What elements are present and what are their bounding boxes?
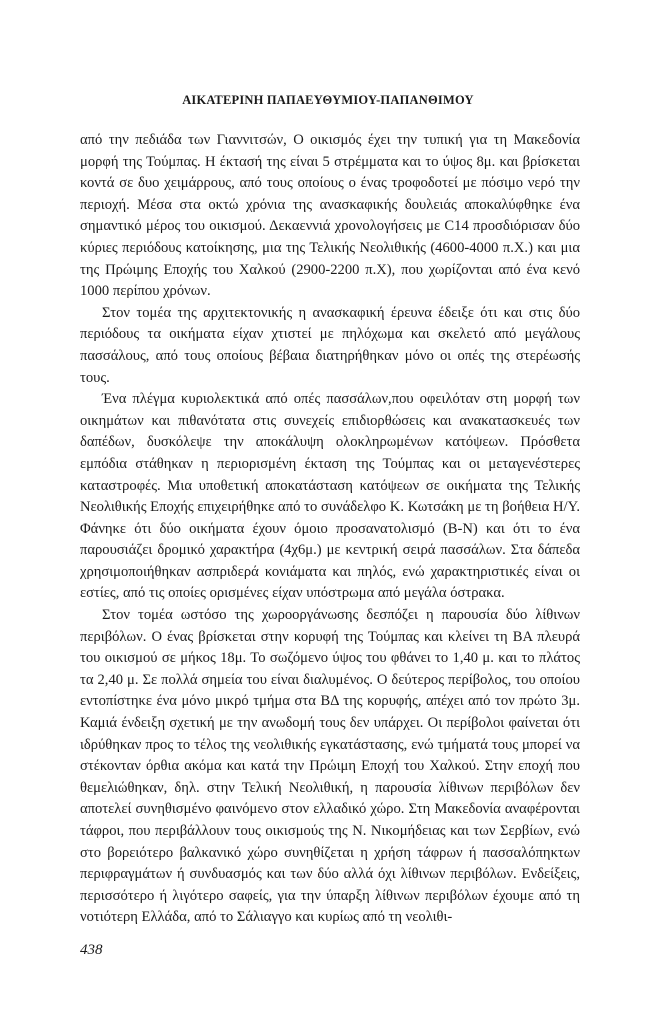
- running-title: ΑΙΚΑΤΕΡΙΝΗ ΠΑΠΑΕΥΘΥΜΙΟΥ-ΠΑΠΑΝΘΙΜΟΥ: [182, 93, 474, 107]
- paragraph-1: από την πεδιάδα των Γιαννιτσών, Ο οικισμός έχει την τυπική για τη Μακεδονία μορφή της Τούμπας. Η έκτασή της είναι 5 στρέμματα και το ύψος 8μ. και βρίσκεται κοντά σε δυο χειμάρρους, από τους οποίους ο ένας τροφοδοτεί με πόσιμο νερό την περιοχή. Μέσα στα οκτώ χρόνια της ανασκαφικής δουλειάς αποκαλύφθηκε ένα σημαντικό μέρος του οικισμού. Δεκαεννιά χρονολογήσεις με C14 προσδιόρισαν δύο κύριες περιόδους κατοίκησης, μια της Τελικής Νεολιθικής (4600-4000 π.Χ.) και μια της Πρώιμης Εποχής του Χαλκού (2900-2200 π.Χ), που χωρίζονται από ένα κενό 1000 περίπου χρόνων.: [80, 132, 580, 300]
- body-text: [80, 130, 580, 929]
- paragraph-4: Στον τομέα ωστόσο της χωροοργάνωσης δεσπόζει η παρουσία δύο λίθινων περιβόλων. Ο ένας βρίσκεται στην κορυφή της Τούμπας και κλείνει τη ΒΑ πλευρά του οικισμού σε μήκος 18μ. Το σωζόμενο ύψος του φθάνει το 1,40 μ. και το πλάτος τα 2,40 μ. Σε πολλά σημεία του είναι διαλυμένος. Ο δεύτερος περίβολος, του οποίου εντοπίστηκε ένα μόνο μικρό τμήμα στα ΒΔ της κορυφής, απέχει από τον πρώτο 3μ. Καμιά ένδειξη σχετική με την ανωδομή τους δεν υπάρχει. Οι περίβολοι φαίνεται ότι ιδρύθηκαν προς το τέλος της νεολιθικής εγκατάστασης, ενώ τμήματά τους μπορεί να στέκονταν όρθια ακόμα και κατά την Πρώιμη Εποχή του Χαλκού. Στην εποχή που θεμελιώθηκαν, δηλ. στην Τελική Νεολιθική, η παρουσία λίθινων περιβόλων δεν αποτελεί συνηθισμένο φαινόμενο στον ελλαδικό χώρο. Στη Μακεδονία αναφέρονται τάφροι, που περιβάλλουν τους οικισμούς της Ν. Νικομήδειας και των Σερβίων, ενώ στο βορειότερο βαλκανικό χώρο συνηθίζεται η χρήση τάφρων ή πασσαλόπηκτων περιφραγμάτων ή συνδυασμός και των δύο αλλά όχι λίθινων περιβόλων. Ενδείξεις, περισσότερο ή λιγότερο σαφείς, για την ύπαρξη λίθινων περιβόλων έχουμε από τη νοτιότερη Ελλάδα, από το Σάλιαγγο και κυρίως από τη νεολιθι-: [80, 607, 580, 926]
- paragraph-2: Στον τομέα της αρχιτεκτονικής η ανασκαφική έρευνα έδειξε ότι και στις δύο περιόδους τα οικήματα είχαν χτιστεί με πηλόχωμα και σκελετό από μεγάλους πασσάλους, από τους οποίους βέβαια διατηρήθηκαν μόνο οι οπές της στερέωσής τους.: [80, 304, 580, 386]
- page-number: 438: [80, 942, 103, 958]
- paragraph-3: Ένα πλέγμα κυριολεκτικά από οπές πασσάλων,που οφειλόταν στη μορφή των οικημάτων και πιθανότατα στις συνεχείς επιδιορθώσεις και ανακατασκευές των δαπέδων, δυσκόλεψε την αποκάλυψη ολοκληρωμένων κατόψεων. Πρόσθετα εμπόδια στάθηκαν η περιορισμένη έκταση της Τούμπας και οι μεταγενέστερες καταστροφές. Μια υποθετική αποκατάσταση κατόψεων σε οικήματα της Τελικής Νεολιθικής Εποχής επιχειρήθηκε από το συνάδελφο Κ. Κωτσάκη με τη βοήθεια Η/Υ. Φάνηκε ότι δύο οικήματα έχουν όμοιο προσανατολισμό (Β-Ν) και ότι το ένα παρουσιάζει δρομικό χαρακτήρα (4χ6μ.) με κεντρική σειρά πασσάλων. Στα δάπεδα χρησιμοποιήθηκαν ασπριδερά κονιάματα και πηλός, ενώ χαρακτηριστικές είναι οι εστίες, από τις οποίες ορισμένες είχαν υπόστρωμα από μεγάλα όστρακα.: [80, 391, 580, 602]
